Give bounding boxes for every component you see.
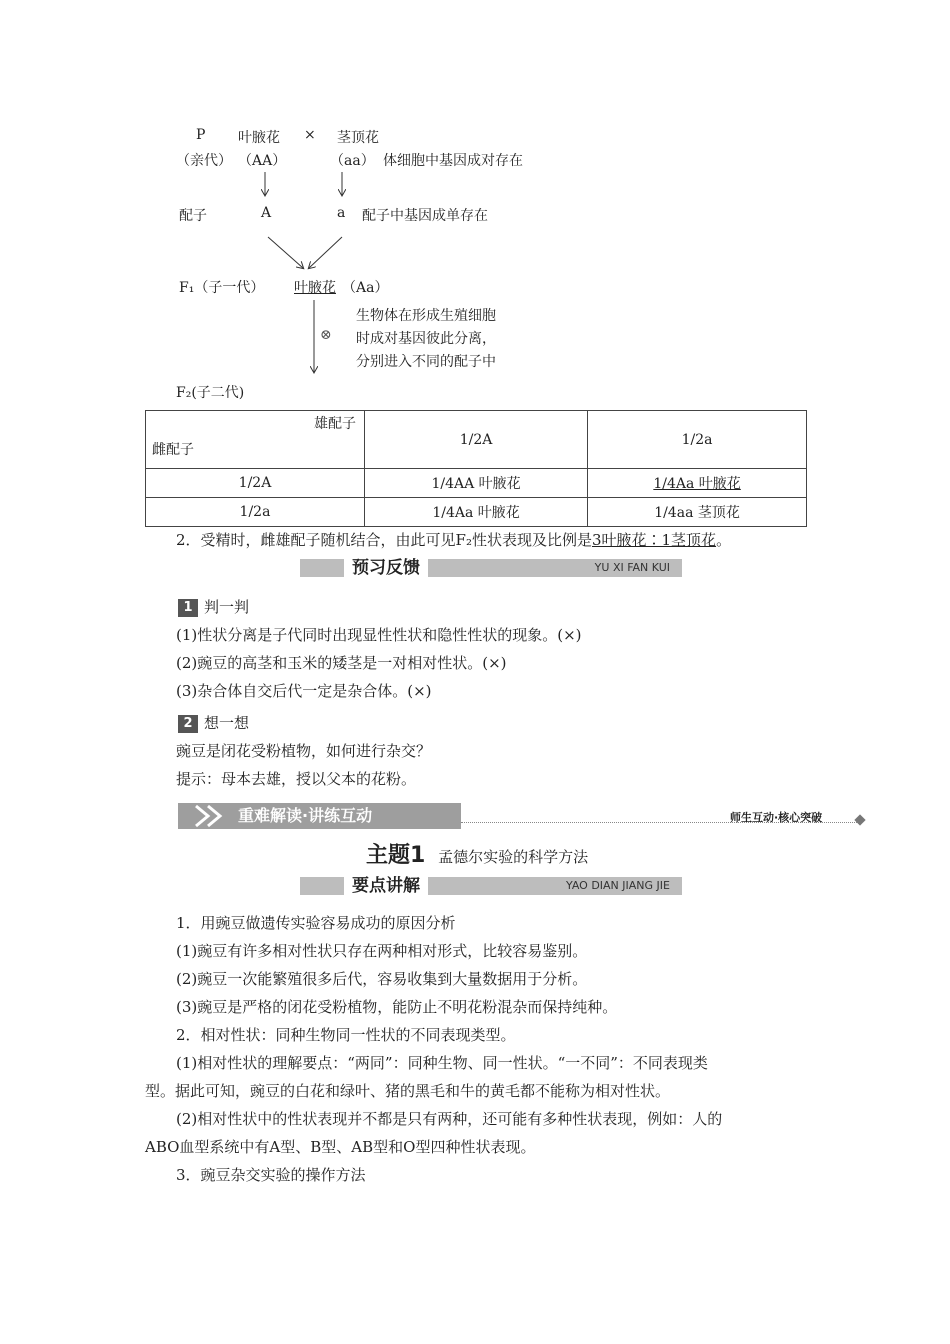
fertilization-end: 。 [716,531,732,549]
body-line: ABO血型系统中有A型、B型、AB型和O型四种性状表现。 [145,1138,536,1156]
topic-number: 主题1 [366,843,426,868]
table-row-header: 1/2A [146,469,365,498]
gamete-label: 配子 [179,208,207,224]
judge-title: 判一判 [204,598,250,616]
f1-note-line3: 分别进入不同的配子中 [356,354,496,370]
p-parent2: 茎顶花 [337,130,379,146]
think-heading [178,712,249,733]
p-sub: （亲代） [176,153,232,169]
f1-label: F₁（子一代） [179,280,265,296]
body-line: (2)相对性状中的性状表现并不都是只有两种，还可能有多种性状表现，例如：人的 [176,1110,723,1128]
female-gamete-header: 雌配子 [152,442,194,458]
section-title: 重难解读·讲练互动 [238,806,373,825]
body-line: 3．豌豆杂交实验的操作方法 [176,1166,366,1184]
topic-name: 孟德尔实验的科学方法 [438,848,589,866]
male-gamete-header: 雄配子 [314,416,356,432]
table-row [146,469,807,498]
body-line: 1．用豌豆做遗传实验容易成功的原因分析 [176,914,456,932]
judge-item: (3)杂合体自交后代一定是杂合体。(×) [176,682,432,700]
key-points-banner [300,874,682,898]
table-col-header: 1/2a [588,411,807,469]
gamete-note: 配子中基因成单存在 [362,208,488,224]
section-right-label: 师生互动·核心突破 [730,811,823,824]
gamete-2: a [337,205,346,221]
punnett-table [145,410,807,527]
arrow-gamete-a-f1 [268,237,303,268]
table-corner-cell [146,411,365,469]
arrow-gamete-b-f1 [309,237,342,268]
table-cell: 1/4AA 叶腋花 [365,469,588,498]
banner-title: 预习反馈 [344,556,428,580]
f1-phenotype: 叶腋花 [294,280,336,296]
judge-item: (1)性状分离是子代同时出现显性性状和隐性性状的现象。(×) [176,626,582,644]
cross-symbol: × [304,127,316,143]
f2-label: F₂(子二代) [176,385,245,401]
p-parent1: 叶腋花 [238,130,280,146]
think-question: 豌豆是闭花受粉植物，如何进行杂交？ [176,742,432,760]
number-badge: 2 [178,715,198,733]
self-cross-symbol: ⊗ [320,327,332,343]
judge-heading [178,596,249,617]
banner-subtitle: YU XI FAN KUI [594,561,670,574]
think-title: 想一想 [204,714,250,732]
table-col-header: 1/2A [365,411,588,469]
number-badge: 1 [178,599,198,617]
table-row [146,498,807,527]
table-cell: 1/4aa 茎顶花 [588,498,807,527]
f1-genotype: （Aa） [342,280,389,296]
double-chevron-icon [192,803,232,829]
fertilization-line [176,529,731,550]
fertilization-text: 2．受精时，雌雄配子随机结合，由此可见F₂性状表现及比例是 [176,531,592,549]
body-line: 型。据此可知，豌豆的白花和绿叶、猪的黑毛和牛的黄毛都不能称为相对性状。 [145,1082,671,1100]
gamete-1: A [261,205,272,221]
f1-note-line1: 生物体在形成生殖细胞 [356,308,496,324]
banner-title: 要点讲解 [344,874,428,898]
think-hint: 提示：母本去雄，授以父本的花粉。 [176,770,417,788]
body-line: (1)相对性状的理解要点：“两同”：同种生物、同一性状。“一不同”：不同表现类 [176,1054,708,1072]
table-row-header: 1/2a [146,498,365,527]
f1-note-line2: 时成对基因彼此分离， [356,331,496,347]
preview-feedback-banner [300,556,682,580]
body-line: (3)豌豆是严格的闭花受粉植物，能防止不明花粉混杂而保持纯种。 [176,998,618,1016]
judge-item: (2)豌豆的高茎和玉米的矮茎是一对相对性状。(×) [176,654,507,672]
p-label: P [196,127,206,143]
p-geno1: （AA） [238,153,287,169]
fertilization-answer: 3叶腋花∶1茎顶花 [591,531,717,549]
p-geno2: （aa） [330,153,375,169]
table-cell: 1/4Aa 叶腋花 [588,469,807,498]
topic-title [366,838,588,869]
diamond-icon [854,814,865,825]
section-banner [178,803,461,829]
p-note: 体细胞中基因成对存在 [383,153,523,169]
body-line: 2．相对性状：同种生物同一性状的不同表现类型。 [176,1026,516,1044]
table-cell: 1/4Aa 叶腋花 [365,498,588,527]
body-line: (1)豌豆有许多相对性状只存在两种相对形式，比较容易鉴别。 [176,942,588,960]
banner-subtitle: YAO DIAN JIANG JIE [565,879,670,892]
body-line: (2)豌豆一次能繁殖很多后代，容易收集到大量数据用于分析。 [176,970,588,988]
table-header-row [146,411,807,469]
